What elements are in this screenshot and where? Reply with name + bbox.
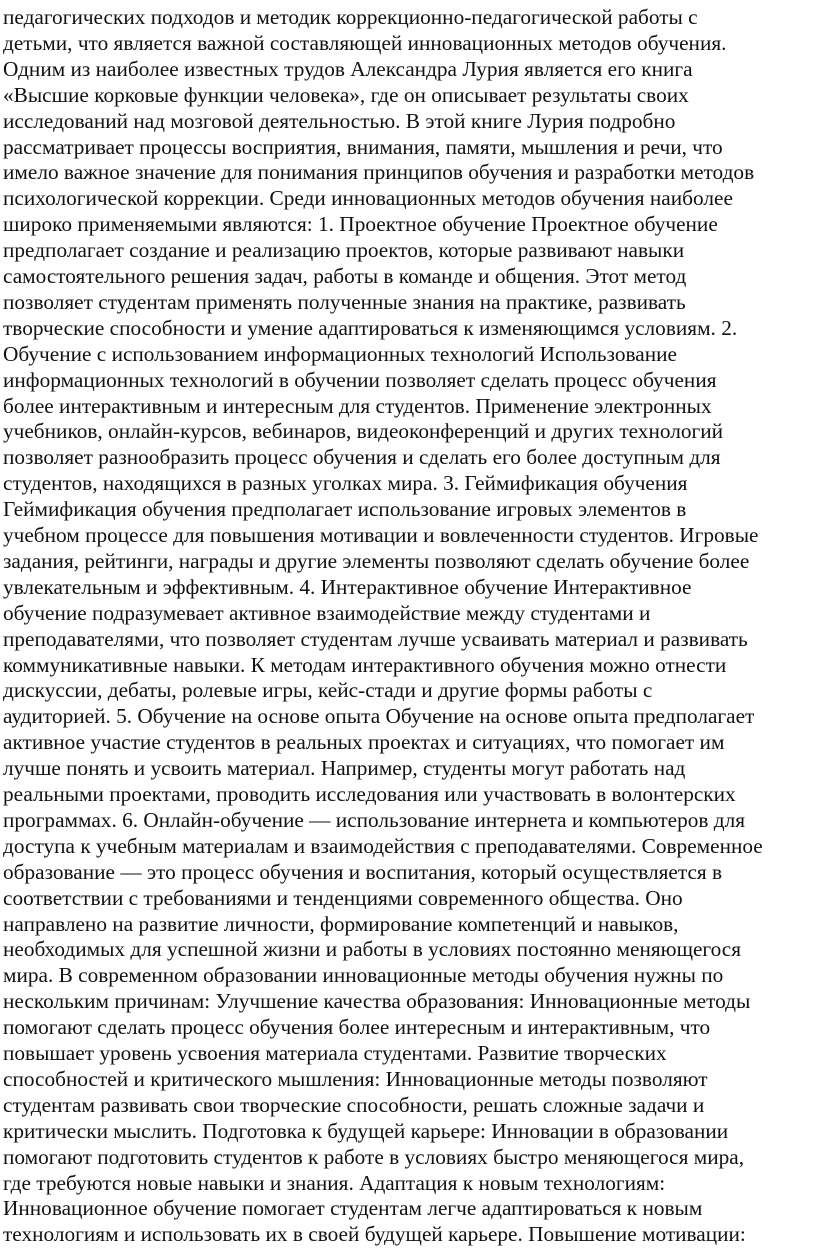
text-line: повышает уровень усвоения материала студентами. Развитие творческих xyxy=(3,1041,667,1065)
text-line: Инновационное обучение помогает студентам легче адаптироваться к новым xyxy=(3,1196,703,1221)
text-line: предполагает создание и реализацию проектов, которые развивают навыки xyxy=(3,238,685,263)
text-line: увлекательным и эффективным. 4. Интерактивное обучение Интерактивное xyxy=(3,574,692,599)
text-line: критически мыслить. Подготовка к будущей карьере: Инновации в образовании xyxy=(3,1118,729,1143)
text-line: более интерактивным и интересным для студентов. Применение электронных xyxy=(3,393,712,418)
text-line: задания, рейтинги, награды и другие элементы позволяют сделать обучение более xyxy=(3,548,750,573)
text-line: позволяет разнообразить процесс обучения и сделать его более доступным для xyxy=(3,445,721,470)
text-line: психологической коррекции. Среди инновационных методов обучения наиболее xyxy=(3,186,733,211)
text-line: позволяет студентам применять полученные знания на практике, развивать xyxy=(3,289,686,314)
text-line: обучение подразумевает активное взаимодействие между студентами и xyxy=(3,600,651,625)
text-line: программах. 6. Онлайн-обучение — использование интернета и компьютеров для xyxy=(3,807,746,832)
text-line: рассматривает процессы восприятия, внимания, памяти, мышления и речи, что xyxy=(3,134,723,159)
text-line: учебном процессе для повышения мотивации и вовлеченности студентов. Игровые xyxy=(3,523,759,547)
text-line: соответствии с требованиями и тенденциями современного общества. Оно xyxy=(3,885,683,910)
text-line: Одним из наиболее известных трудов Александра Лурия является его книга xyxy=(3,56,693,81)
text-line: аудиторией. 5. Обучение на основе опыта Обучение на основе опыта предполагает xyxy=(3,704,755,729)
text-line: мира. В современном образовании инновационные методы обучения нужны по xyxy=(3,963,724,988)
text-line: направлено на развитие личности, формирование компетенций и навыков, xyxy=(3,911,679,936)
text-line: студентов, находящихся в разных уголках мира. 3. Геймификация обучения xyxy=(3,471,688,496)
text-line: имело важное значение для понимания принципов обучения и разработки методов xyxy=(3,160,755,185)
text-line: Геймификация обучения предполагает использование игровых элементов в xyxy=(3,497,687,522)
text-line: учебников, онлайн-курсов, вебинаров, видеоконференций и других технологий xyxy=(3,419,724,444)
text-line: образование — это процесс обучения и воспитания, который осуществляется в xyxy=(3,859,723,884)
text-line: нескольким причинам: Улучшение качества образования: Инновационные методы xyxy=(3,989,751,1014)
text-line: помогают подготовить студентов к работе в условиях быстро меняющегося мира, xyxy=(3,1144,745,1169)
text-line: помогают сделать процесс обучения более интересным и интерактивным, что xyxy=(3,1015,711,1040)
text-line: преподавателями, что позволяет студентам лучше усваивать материал и развивать xyxy=(3,626,748,651)
text-line: Обучение с использованием информационных технологий Использование xyxy=(3,341,677,366)
text-line: способностей и критического мышления: Инновационные методы позволяют xyxy=(3,1066,708,1091)
text-line: исследований над мозговой деятельностью. В этой книге Лурия подробно xyxy=(3,108,676,133)
text-line: студентам развивать свои творческие способности, решать сложные задачи и xyxy=(3,1092,705,1117)
text-line: дискуссии, дебаты, ролевые игры, кейс-стади и другие формы работы с xyxy=(3,678,653,703)
text-line: творческие способности и умение адаптироваться к изменяющимся условиям. 2. xyxy=(3,315,738,340)
text-line: где требуются новые навыки и знания. Адаптация к новым технологиям: xyxy=(3,1170,666,1195)
text-line: коммуникативные навыки. К методам интерактивного обучения можно отнести xyxy=(3,652,727,677)
text-line: доступа к учебным материалам и взаимодействия с преподавателями. Современное xyxy=(3,833,763,858)
text-line: лучше понять и усвоить материал. Например, студенты могут работать над xyxy=(3,756,686,781)
text-line: педагогических подходов и методик коррекционно-педагогической работы с xyxy=(3,5,698,29)
text-line: технологиям и использовать их в своей будущей карьере. Повышение мотивации: xyxy=(3,1222,746,1247)
text-line: «Высшие корковые функции человека», где он описывает результаты своих xyxy=(3,82,689,107)
text-line: широко применяемыми являются: 1. Проектное обучение Проектное обучение xyxy=(3,212,718,237)
text-line: детьми, что является важной составляющей инновационных методов обучения. xyxy=(3,30,727,55)
text-line: активное участие студентов в реальных проектах и ситуациях, что помогает им xyxy=(3,730,725,755)
text-line: необходимых для успешной жизни и работы в условиях постоянно меняющегося xyxy=(3,937,742,962)
text-line: информационных технологий в обучении позволяет сделать процесс обучения xyxy=(3,367,717,392)
text-line: самостоятельного решения задач, работы в команде и общения. Этот метод xyxy=(3,264,687,288)
text-line: реальными проектами, проводить исследования или участвовать в волонтерских xyxy=(3,782,736,806)
